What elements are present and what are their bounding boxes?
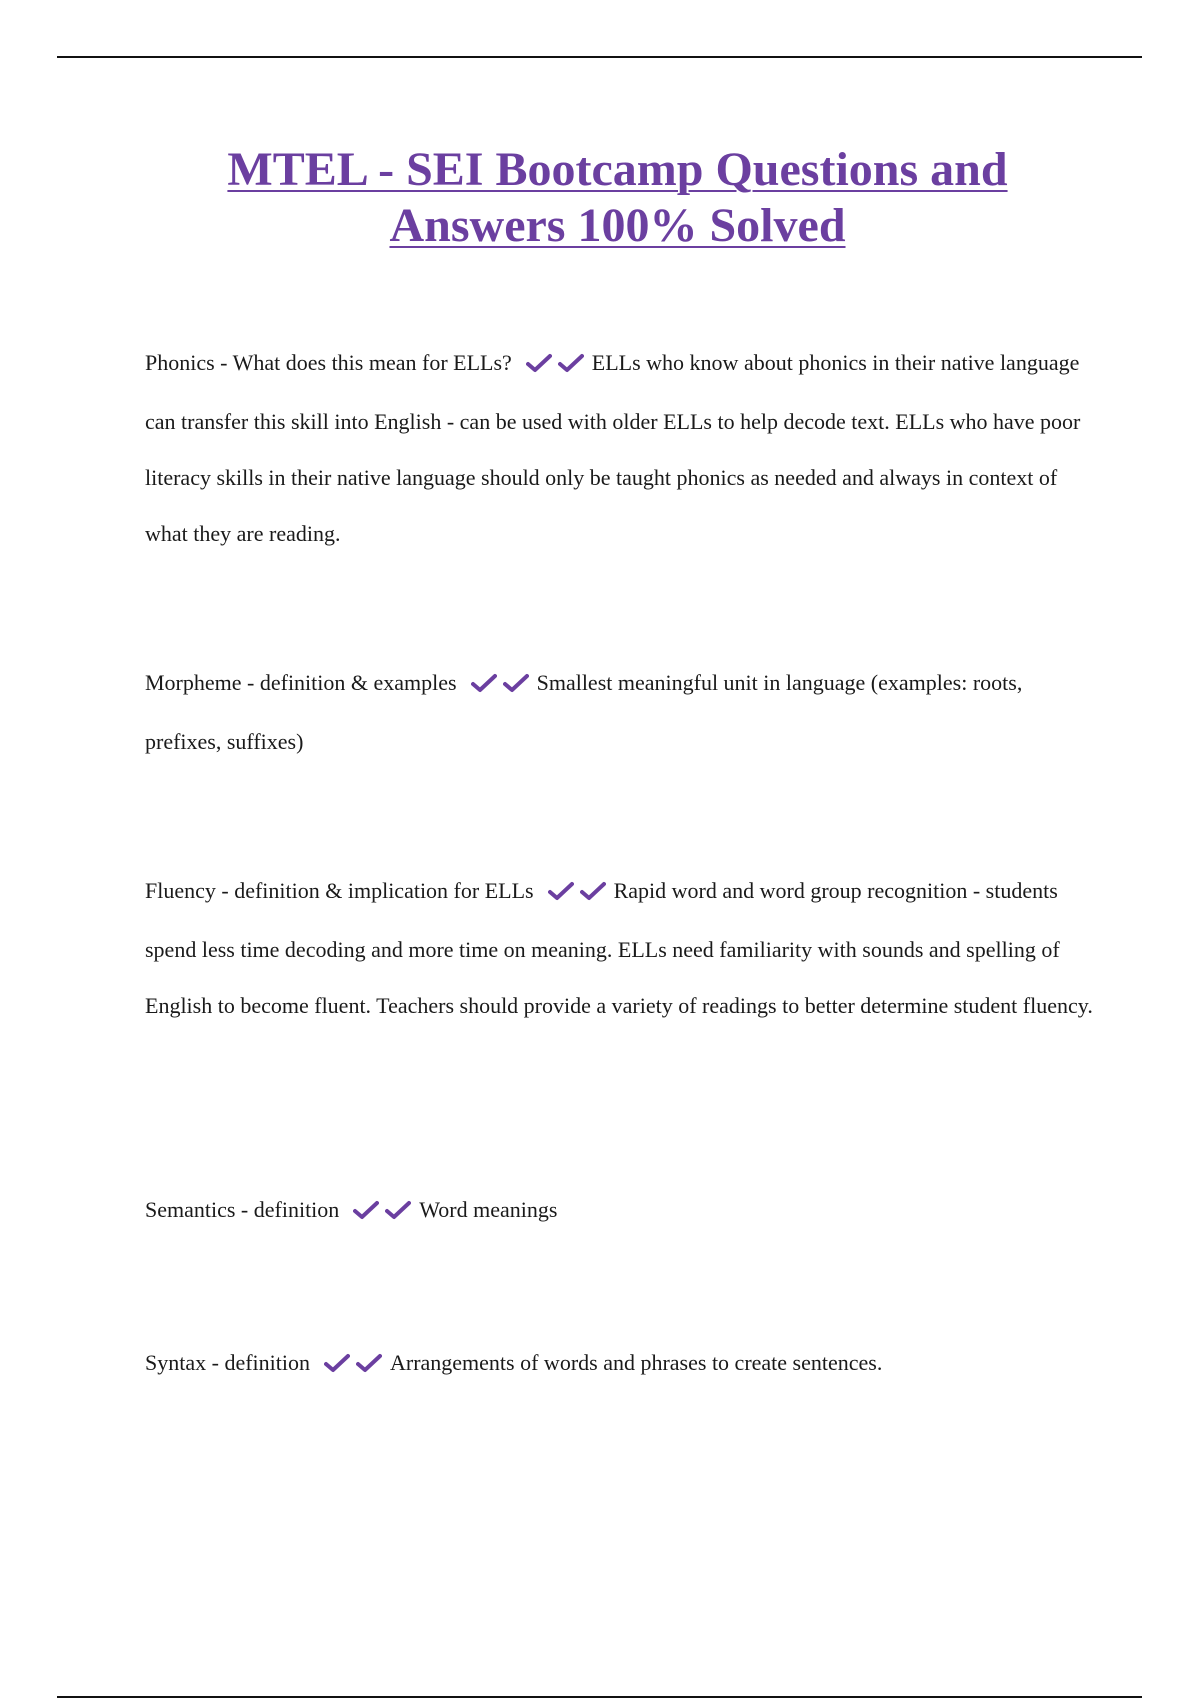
checkmark-icon bbox=[558, 353, 584, 373]
title-line-1: MTEL - SEI Bootcamp Questions and bbox=[227, 143, 1008, 196]
checkmark-icon bbox=[471, 673, 497, 693]
question-text: Fluency - definition & implication for ELLs bbox=[145, 878, 534, 903]
question-text: Syntax - definition bbox=[145, 1350, 310, 1375]
qa-item bbox=[145, 1182, 1100, 1241]
answer-text: Smallest meaningful unit in language (examples: roots, prefixes, suffixes) bbox=[145, 670, 1023, 754]
qa-item bbox=[145, 1335, 1100, 1394]
qa-item bbox=[145, 863, 1100, 1034]
answer-text: Rapid word and word group recognition - students spend less time decoding and more time on meaning. ELLs need familiarity with sounds and spelling of English to become fluent. Teachers should provide a variety of readings to better determine student fluency. bbox=[145, 878, 1093, 1018]
answer-marker bbox=[526, 338, 588, 394]
qa-item bbox=[145, 335, 1100, 562]
checkmark-icon bbox=[385, 1200, 411, 1220]
checkmark-icon bbox=[353, 1200, 379, 1220]
answer-marker bbox=[324, 1338, 386, 1394]
answer-marker bbox=[548, 866, 610, 922]
document-title bbox=[100, 142, 1135, 254]
answer-marker bbox=[471, 658, 533, 714]
answer-text: ELLs who know about phonics in their native language can transfer this skill into English - can be used with older ELLs to help decode text. ELLs who have poor literacy skills in their native language should only be taught phonics as needed and always in context of what they are reading. bbox=[145, 350, 1081, 546]
checkmark-icon bbox=[548, 881, 574, 901]
qa-item bbox=[145, 655, 1100, 770]
question-text: Morpheme - definition & examples bbox=[145, 670, 457, 695]
title-line-2: Answers 100% Solved bbox=[389, 199, 846, 252]
question-text: Semantics - definition bbox=[145, 1197, 340, 1222]
answer-marker bbox=[353, 1185, 415, 1241]
checkmark-icon bbox=[356, 1353, 382, 1373]
checkmark-icon bbox=[526, 353, 552, 373]
question-text: Phonics - What does this mean for ELLs? bbox=[145, 350, 512, 375]
answer-text: Arrangements of words and phrases to create sentences. bbox=[389, 1350, 883, 1375]
bottom-rule bbox=[57, 1696, 1142, 1698]
checkmark-icon bbox=[503, 673, 529, 693]
checkmark-icon bbox=[324, 1353, 350, 1373]
top-rule bbox=[57, 56, 1142, 58]
checkmark-icon bbox=[580, 881, 606, 901]
answer-text: Word meanings bbox=[419, 1197, 558, 1222]
